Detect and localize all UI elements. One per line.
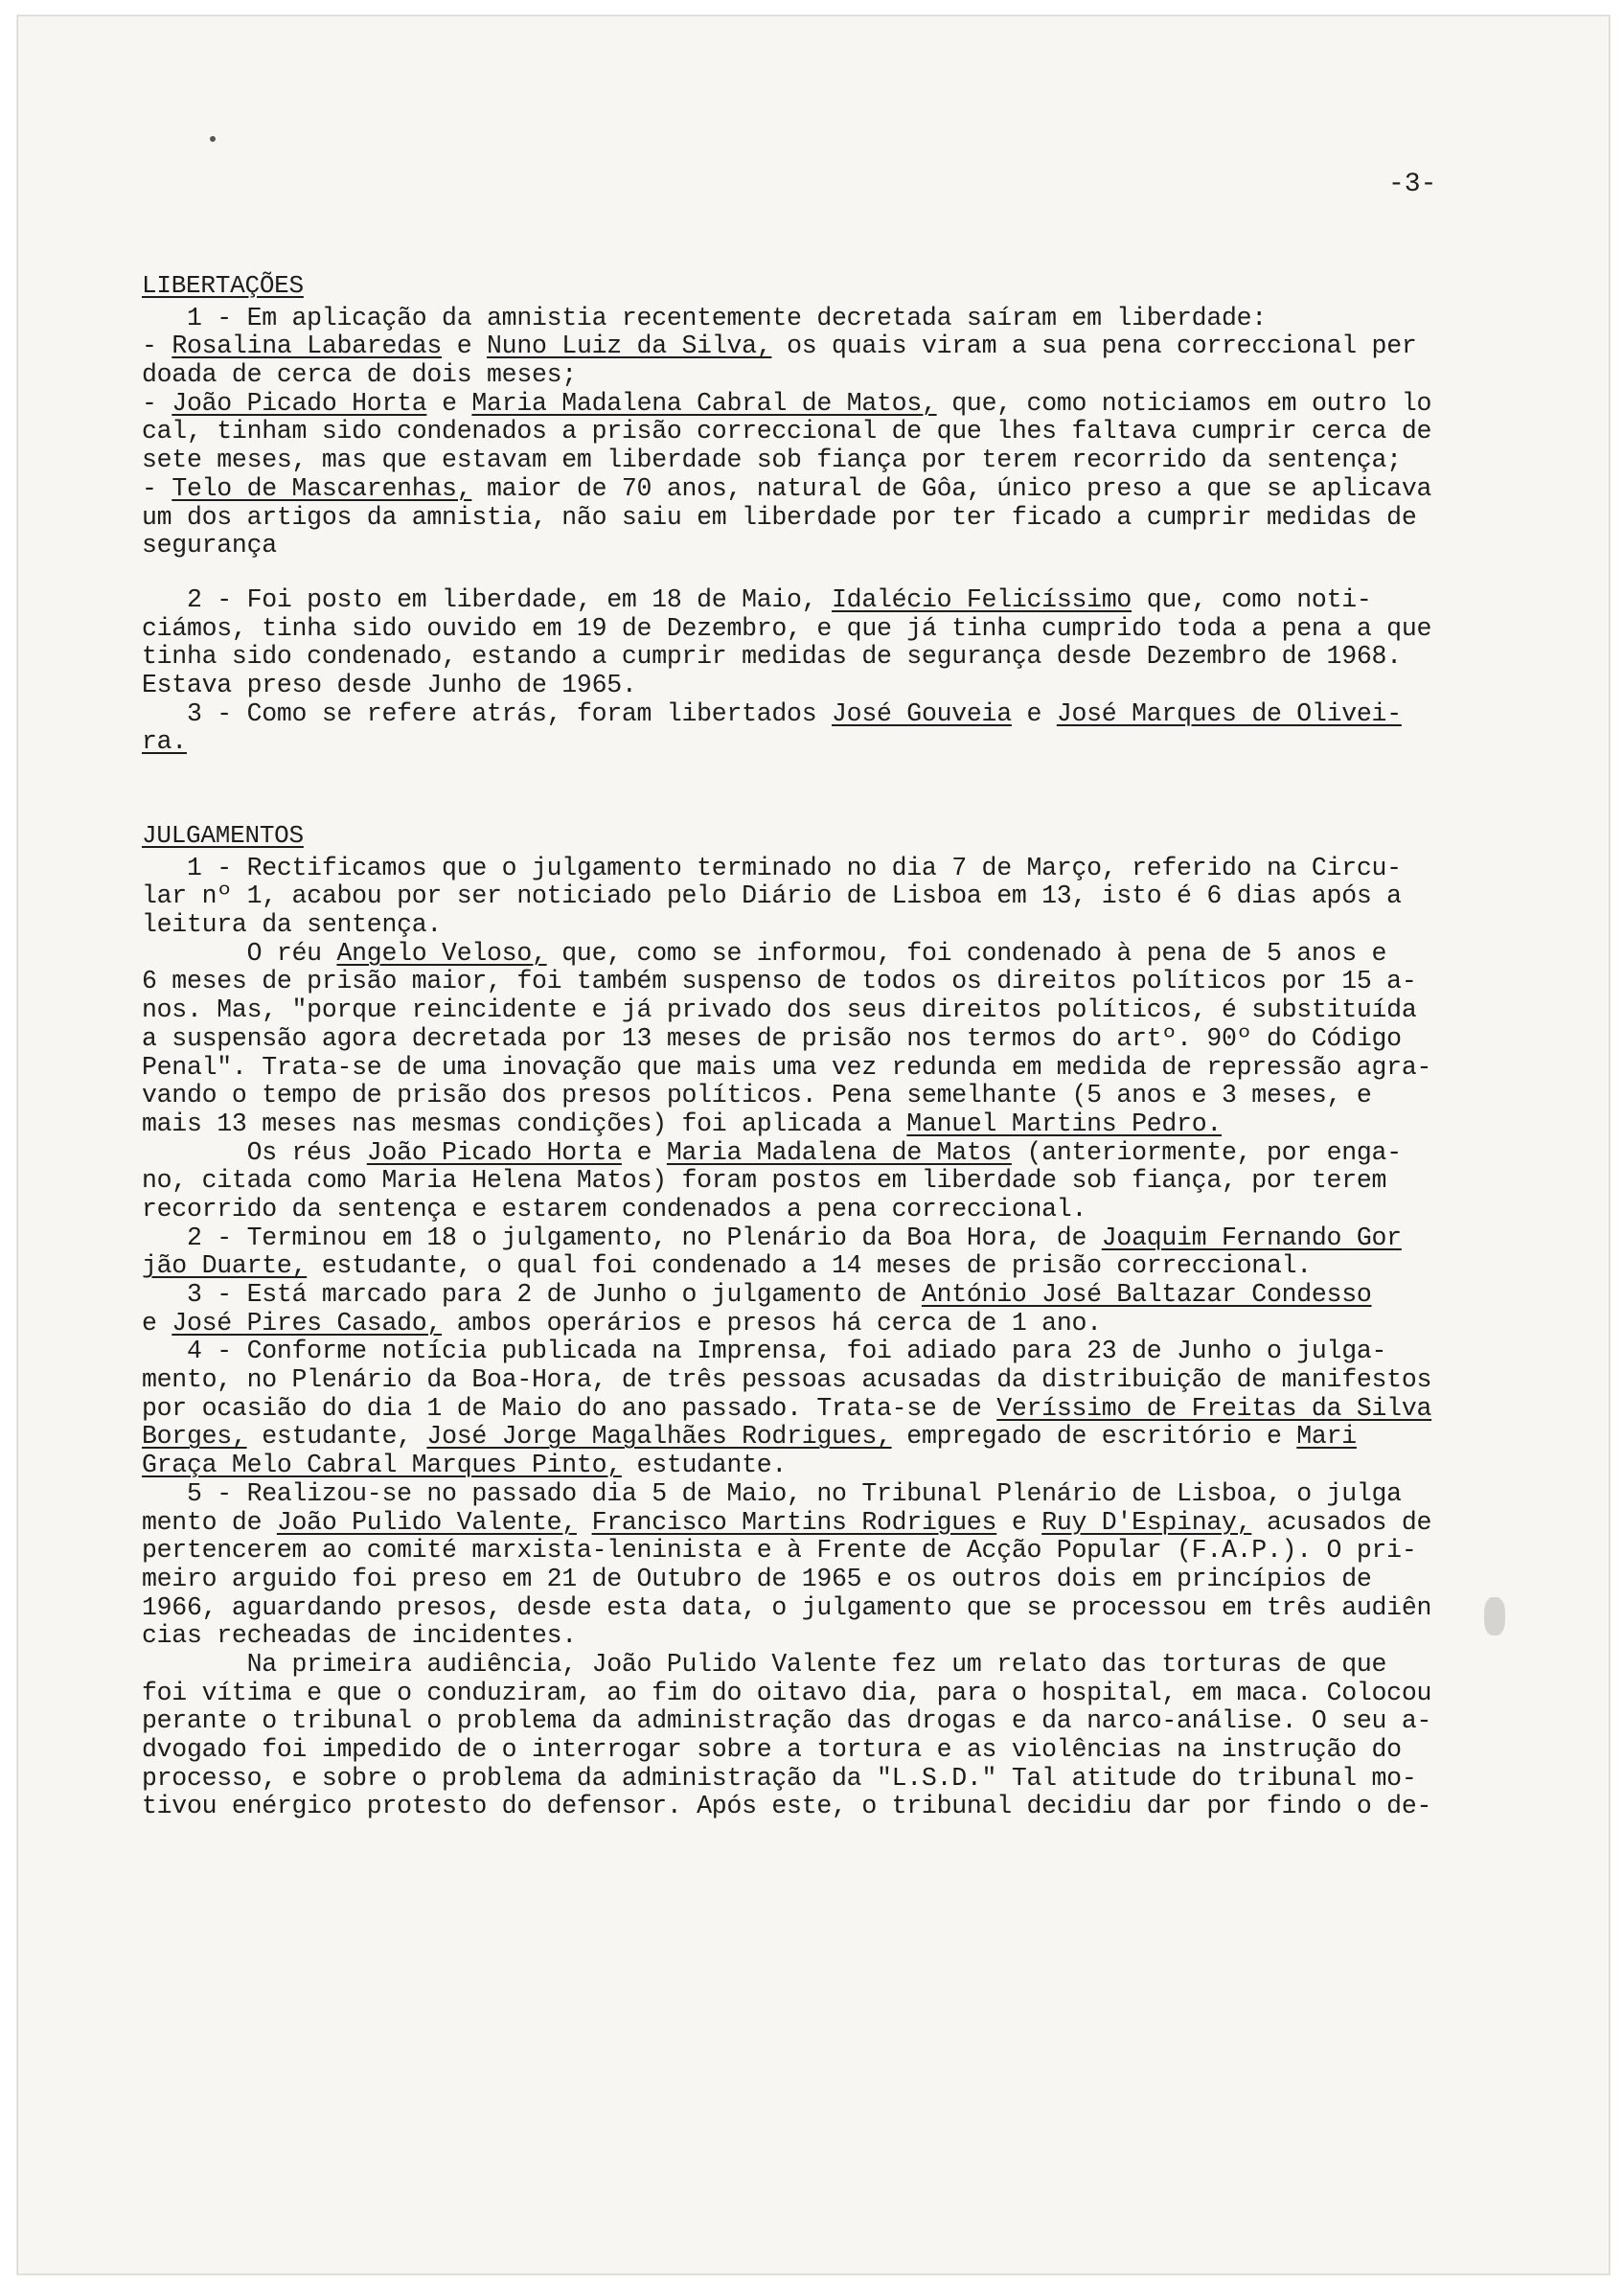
section-spacer bbox=[142, 757, 1512, 822]
text-line bbox=[142, 1338, 1512, 1366]
text-line bbox=[142, 586, 1512, 615]
paragraph-gap bbox=[142, 560, 1512, 586]
underlined-name: Nuno Luiz da Silva, bbox=[487, 332, 772, 361]
underlined-name: Francisco Martins Rodrigues bbox=[591, 1507, 997, 1537]
text-line bbox=[142, 615, 1512, 644]
text-line bbox=[142, 855, 1512, 883]
text-segment: - bbox=[142, 388, 172, 418]
text-segment: - bbox=[142, 332, 172, 361]
text-segment: e bbox=[426, 388, 472, 418]
text-line bbox=[142, 882, 1512, 911]
text-segment: ambos operários e presos há cerca de 1 ano. bbox=[442, 1308, 1102, 1338]
text-segment: 1 - Rectificamos que o julgamento terminado no dia 7 de Março, referido na Circu- bbox=[142, 853, 1402, 882]
text-line bbox=[142, 1082, 1512, 1110]
underlined-name: José Gouveia bbox=[832, 698, 1012, 728]
text-line bbox=[142, 911, 1512, 940]
text-line bbox=[142, 1736, 1512, 1765]
text-line bbox=[142, 1395, 1512, 1424]
text-segment: mais 13 meses nas mesmas condições) foi aplicada a bbox=[142, 1109, 907, 1138]
text-segment: meiro arguido foi preso em 21 de Outubro de 1965 e os outros dois em princípios de bbox=[142, 1564, 1372, 1593]
text-line bbox=[142, 1224, 1512, 1253]
text-line bbox=[142, 418, 1512, 446]
text-line bbox=[142, 305, 1512, 333]
text-segment: empregado de escritório e bbox=[891, 1422, 1297, 1452]
text-segment: e bbox=[142, 1308, 172, 1338]
underlined-name: Idalécio Felicíssimo bbox=[832, 584, 1132, 614]
text-segment: os quais viram a sua pena correccional per bbox=[771, 332, 1417, 361]
text-segment: Na primeira audiência, João Pulido Valente fez um relato das torturas de que bbox=[142, 1649, 1387, 1679]
text-segment: cias recheadas de incidentes. bbox=[142, 1621, 577, 1651]
section-heading-text: LIBERTAÇÕES bbox=[142, 271, 304, 300]
text-line bbox=[142, 1509, 1512, 1538]
text-segment: doada de cerca de dois meses; bbox=[142, 360, 577, 390]
text-segment: (anteriormente, por enga- bbox=[1011, 1137, 1402, 1167]
text-line bbox=[142, 643, 1512, 672]
underlined-name: Manuel Martins Pedro. bbox=[906, 1109, 1223, 1138]
text-segment: sete meses, mas que estavam em liberdade sob fiança por terem recorrido da sentença; bbox=[142, 446, 1402, 475]
text-segment: 4 - Conforme notícia publicada na Imprensa, foi adiado para 23 de Junho o julga- bbox=[142, 1337, 1387, 1366]
text-line bbox=[142, 1452, 1512, 1480]
ink-speck bbox=[210, 136, 216, 142]
text-segment: mento, no Plenário da Boa-Hora, de três pessoas acusadas da distribuição de manifestos bbox=[142, 1365, 1432, 1395]
underlined-name: José Jorge Magalhães Rodrigues, bbox=[426, 1422, 892, 1452]
text-line bbox=[142, 504, 1512, 533]
underlined-name: Maria Madalena Cabral de Matos, bbox=[471, 388, 937, 418]
text-segment: vando o tempo de prisão dos presos políticos. Pena semelhante (5 anos e 3 meses, e bbox=[142, 1081, 1372, 1110]
text-segment: estudante, o qual foi condenado a 14 meses de prisão correccional. bbox=[307, 1251, 1312, 1281]
text-segment: que, como noti- bbox=[1132, 584, 1372, 614]
text-line bbox=[142, 1281, 1512, 1310]
underlined-name: jão Duarte, bbox=[142, 1251, 308, 1281]
text-line bbox=[142, 672, 1512, 700]
text-segment: 2 - Terminou em 18 o julgamento, no Plenário da Boa Hora, de bbox=[142, 1223, 1102, 1252]
underlined-name: Veríssimo de Freitas da Silva bbox=[996, 1393, 1432, 1423]
text-segment: no, citada como Maria Helena Matos) foram postos em liberdade sob fiança, por terem bbox=[142, 1166, 1387, 1196]
text-segment: cal, tinham sido condenados a prisão correccional de que lhes faltava cumprir cerca de bbox=[142, 417, 1432, 446]
text-line bbox=[142, 1310, 1512, 1338]
text-line bbox=[142, 968, 1512, 996]
text-line bbox=[142, 1167, 1512, 1196]
text-segment: foi vítima e que o conduziram, ao fim do oitavo dia, para o hospital, em maca. Colocou bbox=[142, 1678, 1432, 1707]
text-segment: - bbox=[142, 473, 172, 503]
underlined-name: José Pires Casado, bbox=[172, 1308, 443, 1338]
text-segment: tinha sido condenado, estando a cumprir medidas de segurança desde Dezembro de 1968. bbox=[142, 642, 1402, 672]
text-line bbox=[142, 1054, 1512, 1083]
text-line bbox=[142, 1594, 1512, 1623]
text-segment: estudante, bbox=[246, 1422, 427, 1452]
text-line bbox=[142, 1537, 1512, 1566]
text-line bbox=[142, 1680, 1512, 1708]
document-body bbox=[142, 272, 1512, 1821]
underlined-name: João Picado Horta bbox=[366, 1137, 622, 1167]
text-segment: 6 meses de prisão maior, foi também suspenso de todos os direitos políticos por 15 a- bbox=[142, 967, 1417, 996]
text-segment: tivou enérgico protesto do defensor. Após este, o tribunal decidiu dar por findo o de- bbox=[142, 1792, 1432, 1821]
text-segment: recorrido da sentença e estarem condenados a pena correccional. bbox=[142, 1194, 1087, 1224]
text-line bbox=[142, 1566, 1512, 1594]
text-segment: O réu bbox=[142, 938, 337, 968]
section-heading bbox=[142, 822, 1512, 851]
text-line bbox=[142, 332, 1512, 361]
underlined-name: Mari bbox=[1296, 1422, 1357, 1452]
text-line bbox=[142, 1110, 1512, 1139]
text-segment: um dos artigos da amnistia, não saiu em liberdade por ter ficado a cumprir medidas de bbox=[142, 502, 1417, 532]
text-segment: 1 - Em aplicação da amnistia recentemente decretada saíram em liberdade: bbox=[142, 303, 1267, 332]
text-segment: a suspensão agora decretada por 13 meses de prisão nos termos do artº. 90º do Código bbox=[142, 1023, 1402, 1053]
text-segment: Os réus bbox=[142, 1137, 367, 1167]
text-line bbox=[142, 390, 1512, 419]
underlined-name: Maria Madalena de Matos bbox=[666, 1137, 1012, 1167]
text-segment: 3 - Está marcado para 2 de Junho o julgamento de bbox=[142, 1280, 922, 1309]
section-heading-text: JULGAMENTOS bbox=[142, 821, 304, 850]
section-heading bbox=[142, 272, 1512, 301]
underlined-name: Angelo Veloso, bbox=[336, 938, 547, 968]
text-segment: e bbox=[996, 1507, 1042, 1537]
underlined-name: José Marques de Olivei- bbox=[1056, 698, 1402, 728]
underlined-name: Graça Melo Cabral Marques Pinto, bbox=[142, 1451, 622, 1480]
text-segment: lar nº 1, acabou por ser noticiado pelo Diário de Lisboa em 13, isto é 6 dias após a bbox=[142, 881, 1402, 911]
underlined-name: Joaquim Fernando Gor bbox=[1101, 1223, 1402, 1252]
text-line bbox=[142, 446, 1512, 475]
text-segment bbox=[577, 1508, 592, 1537]
underlined-name: Rosalina Labaredas bbox=[172, 332, 443, 361]
page-number: -3- bbox=[1388, 170, 1437, 199]
underlined-name: ra. bbox=[142, 727, 187, 757]
text-line bbox=[142, 1622, 1512, 1651]
text-segment: Penal". Trata-se de uma inovação que mais uma vez redunda em medida de repressão agra- bbox=[142, 1052, 1432, 1082]
text-segment: 3 - Como se refere atrás, foram libertados bbox=[142, 698, 833, 728]
text-segment: ciámos, tinha sido ouvido em 19 de Dezembro, e que já tinha cumprido toda a pena a que bbox=[142, 613, 1432, 643]
text-segment: maior de 70 anos, natural de Gôa, único preso a que se aplicava bbox=[471, 473, 1432, 503]
underlined-name: João Picado Horta bbox=[172, 388, 427, 418]
text-line bbox=[142, 728, 1512, 757]
text-segment: nos. Mas, "porque reincidente e já privado dos seus direitos políticos, é substituída bbox=[142, 995, 1417, 1025]
text-line bbox=[142, 1651, 1512, 1680]
text-line bbox=[142, 700, 1512, 729]
text-line bbox=[142, 1139, 1512, 1168]
text-segment: e bbox=[442, 332, 488, 361]
text-segment: Estava preso desde Junho de 1965. bbox=[142, 670, 637, 699]
text-segment: dvogado foi impedido de o interrogar sobre a tortura e as violências na instrução do bbox=[142, 1735, 1402, 1764]
text-line bbox=[142, 1707, 1512, 1736]
text-line bbox=[142, 1366, 1512, 1395]
text-line bbox=[142, 475, 1512, 504]
text-segment: perante o tribunal o problema da administração das drogas e da narco-análise. O seu a- bbox=[142, 1706, 1432, 1736]
text-segment: acusados de bbox=[1251, 1507, 1432, 1537]
text-line bbox=[142, 1765, 1512, 1794]
text-segment: 1966, aguardando presos, desde esta data, o julgamento que se processou em três audiên bbox=[142, 1592, 1432, 1622]
text-segment: por ocasião do dia 1 de Maio do ano passado. Trata-se de bbox=[142, 1393, 997, 1423]
text-segment: 5 - Realizou-se no passado dia 5 de Maio, no Tribunal Plenário de Lisboa, o julga bbox=[142, 1478, 1402, 1508]
text-line bbox=[142, 1423, 1512, 1452]
text-line bbox=[142, 1793, 1512, 1821]
text-segment: que, como noticiamos em outro lo bbox=[936, 388, 1432, 418]
text-line bbox=[142, 1196, 1512, 1224]
text-segment: pertencerem ao comité marxista-leninista e à Frente de Acção Popular (F.A.P.). O pri- bbox=[142, 1536, 1417, 1566]
text-line bbox=[142, 361, 1512, 390]
underlined-name: António José Baltazar Condesso bbox=[921, 1280, 1372, 1309]
text-line bbox=[142, 532, 1512, 560]
underlined-name: Borges, bbox=[142, 1422, 247, 1452]
text-line bbox=[142, 1252, 1512, 1281]
text-line bbox=[142, 1480, 1512, 1509]
text-segment: estudante. bbox=[621, 1451, 788, 1480]
text-segment: 2 - Foi posto em liberdade, em 18 de Maio, bbox=[142, 584, 833, 614]
text-segment: segurança bbox=[142, 531, 277, 560]
text-segment: mento de bbox=[142, 1507, 277, 1537]
text-line bbox=[142, 996, 1512, 1025]
text-line bbox=[142, 1025, 1512, 1054]
text-segment: e bbox=[621, 1137, 667, 1167]
text-segment: processo, e sobre o problema da administração da "L.S.D." Tal atitude do tribunal mo- bbox=[142, 1763, 1417, 1793]
underlined-name: João Pulido Valente, bbox=[276, 1507, 577, 1537]
text-segment: e bbox=[1011, 698, 1057, 728]
underlined-name: Telo de Mascarenhas, bbox=[172, 473, 472, 503]
text-line bbox=[142, 940, 1512, 969]
text-segment: que, como se informou, foi condenado à pena de 5 anos e bbox=[546, 938, 1387, 968]
underlined-name: Ruy D'Espinay, bbox=[1041, 1507, 1252, 1537]
text-segment: leitura da sentença. bbox=[142, 910, 443, 940]
